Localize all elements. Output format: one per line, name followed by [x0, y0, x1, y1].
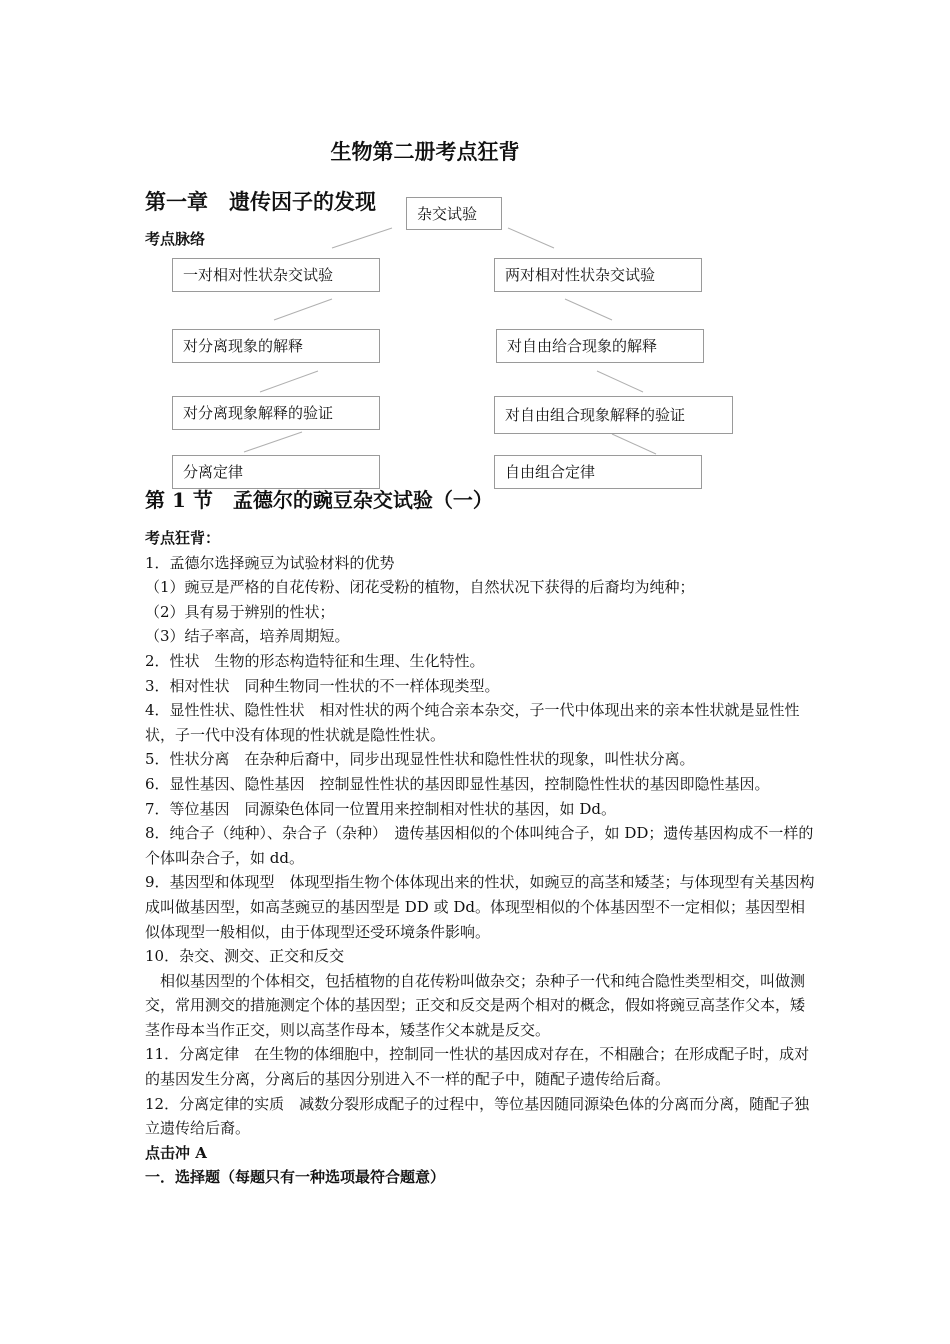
content-line: 4．显性性状、隐性性状 相对性状的两个纯合亲本杂交，子一代中体现出来的亲本性状就是显性性状，子一代中没有体现的性状就是隐性性状。	[145, 701, 800, 744]
content-line: 12．分离定律的实质 减数分裂形成配子的过程中，等位基因随同源染色体的分离而分离，随配子独立遗传给后裔。	[145, 1094, 810, 1138]
connector-line	[274, 299, 332, 320]
content-line: 3．相对性状 同种生物同一性状的不一样体现类型。	[145, 676, 500, 695]
diagram-left-box-1: 一对相对性状杂交试验	[172, 258, 380, 292]
diagram-right-box-4: 自由组合定律	[494, 455, 702, 489]
content-line: （2）具有易于辨别的性状；	[145, 602, 335, 621]
connector-line	[565, 299, 612, 320]
diagram-right-box-3: 对自由组合现象解释的验证	[494, 396, 733, 434]
content-line: 11．分离定律 在生物的体细胞中，控制同一性状的基因成对存在，不相融合；在形成配子时，成对的基因发生分离，分离后的基因分别进入不一样的配子中，随配子遗传给后裔。	[145, 1045, 810, 1089]
connector-line	[244, 432, 302, 452]
content-line: 5．性状分离 在杂种后裔中，同步出现显性性状和隐性性状的现象，叫性状分离。	[145, 750, 695, 769]
content-line: 8．纯合子（纯种）、杂合子（杂种） 遗传基因相似的个体叫纯合子，如 DD；遗传基因构成不一样的个体叫杂合子，如 dd。	[145, 824, 814, 867]
diagram-root-box: 杂交试验	[406, 197, 502, 230]
content-line: 10．杂交、测交、正交和反交	[145, 947, 345, 966]
diagram-connectors	[0, 0, 950, 520]
content-line: 点击冲 A	[145, 1143, 207, 1162]
diagram-left-box-4: 分离定律	[172, 455, 380, 489]
connector-line	[260, 371, 318, 392]
content-line: 6．显性基因、隐性基因 控制显性性状的基因即显性基因，控制隐性性状的基因即隐性基因。	[145, 774, 770, 793]
content-line: 相似基因型的个体相交，包括植物的自花传粉叫做杂交；杂种子一代和纯合隐性类型相交，叫做测交，常用测交的措施测定个体的基因型；正交和反交是两个相对的概念，假如将豌豆高茎作父本，矮茎作母本当作正交，则以高茎作母本，矮茎作父本就是反交。	[145, 971, 806, 1039]
diagram-right-box-2: 对自由给合现象的解释	[496, 329, 704, 363]
content-line: 7．等位基因 同源染色体同一位置用来控制相对性状的基因，如 Dd。	[145, 799, 616, 818]
diagram-left-box-3: 对分离现象解释的验证	[172, 396, 380, 430]
diagram-left-box-2: 对分离现象的解释	[172, 329, 380, 363]
content-line: 9．基因型和体现型 体现型指生物个体体现出来的性状，如豌豆的高茎和矮茎；与体现型有关基因构成叫做基因型，如高茎豌豆的基因型是 DD 或 Dd。体现型相似的个体基因型不一定相似；基因型相似体现型一般相似，由于体现型还受环境条件影响。	[145, 873, 815, 941]
content-line: （1）豌豆是严格的自花传粉、闭花受粉的植物，自然状况下获得的后裔均为纯种；	[145, 578, 695, 597]
content-line: （3）结子率高，培养周期短。	[145, 627, 350, 646]
page-title: 生物第二册考点狂背	[330, 139, 520, 164]
content-line: 考点狂背：	[145, 529, 221, 547]
section-content	[145, 526, 815, 1190]
content-line: 1．孟德尔选择豌豆为试验材料的优势	[145, 553, 395, 572]
content-line: 一．选择题（每题只有一种选项最符合题意）	[145, 1168, 446, 1187]
connector-line	[597, 371, 643, 392]
diagram-right-box-1: 两对相对性状杂交试验	[494, 258, 702, 292]
connector-line	[332, 228, 392, 248]
section-heading: 第 1 节 孟德尔的豌豆杂交试验（一）	[145, 488, 493, 512]
chapter-heading: 第一章 遗传因子的发现	[145, 189, 376, 214]
content-line: 2．性状 生物的形态构造特征和生理、生化特性。	[145, 651, 485, 670]
outline-label: 考点脉络	[145, 230, 206, 248]
connector-line	[612, 434, 656, 454]
connector-line	[508, 228, 554, 248]
